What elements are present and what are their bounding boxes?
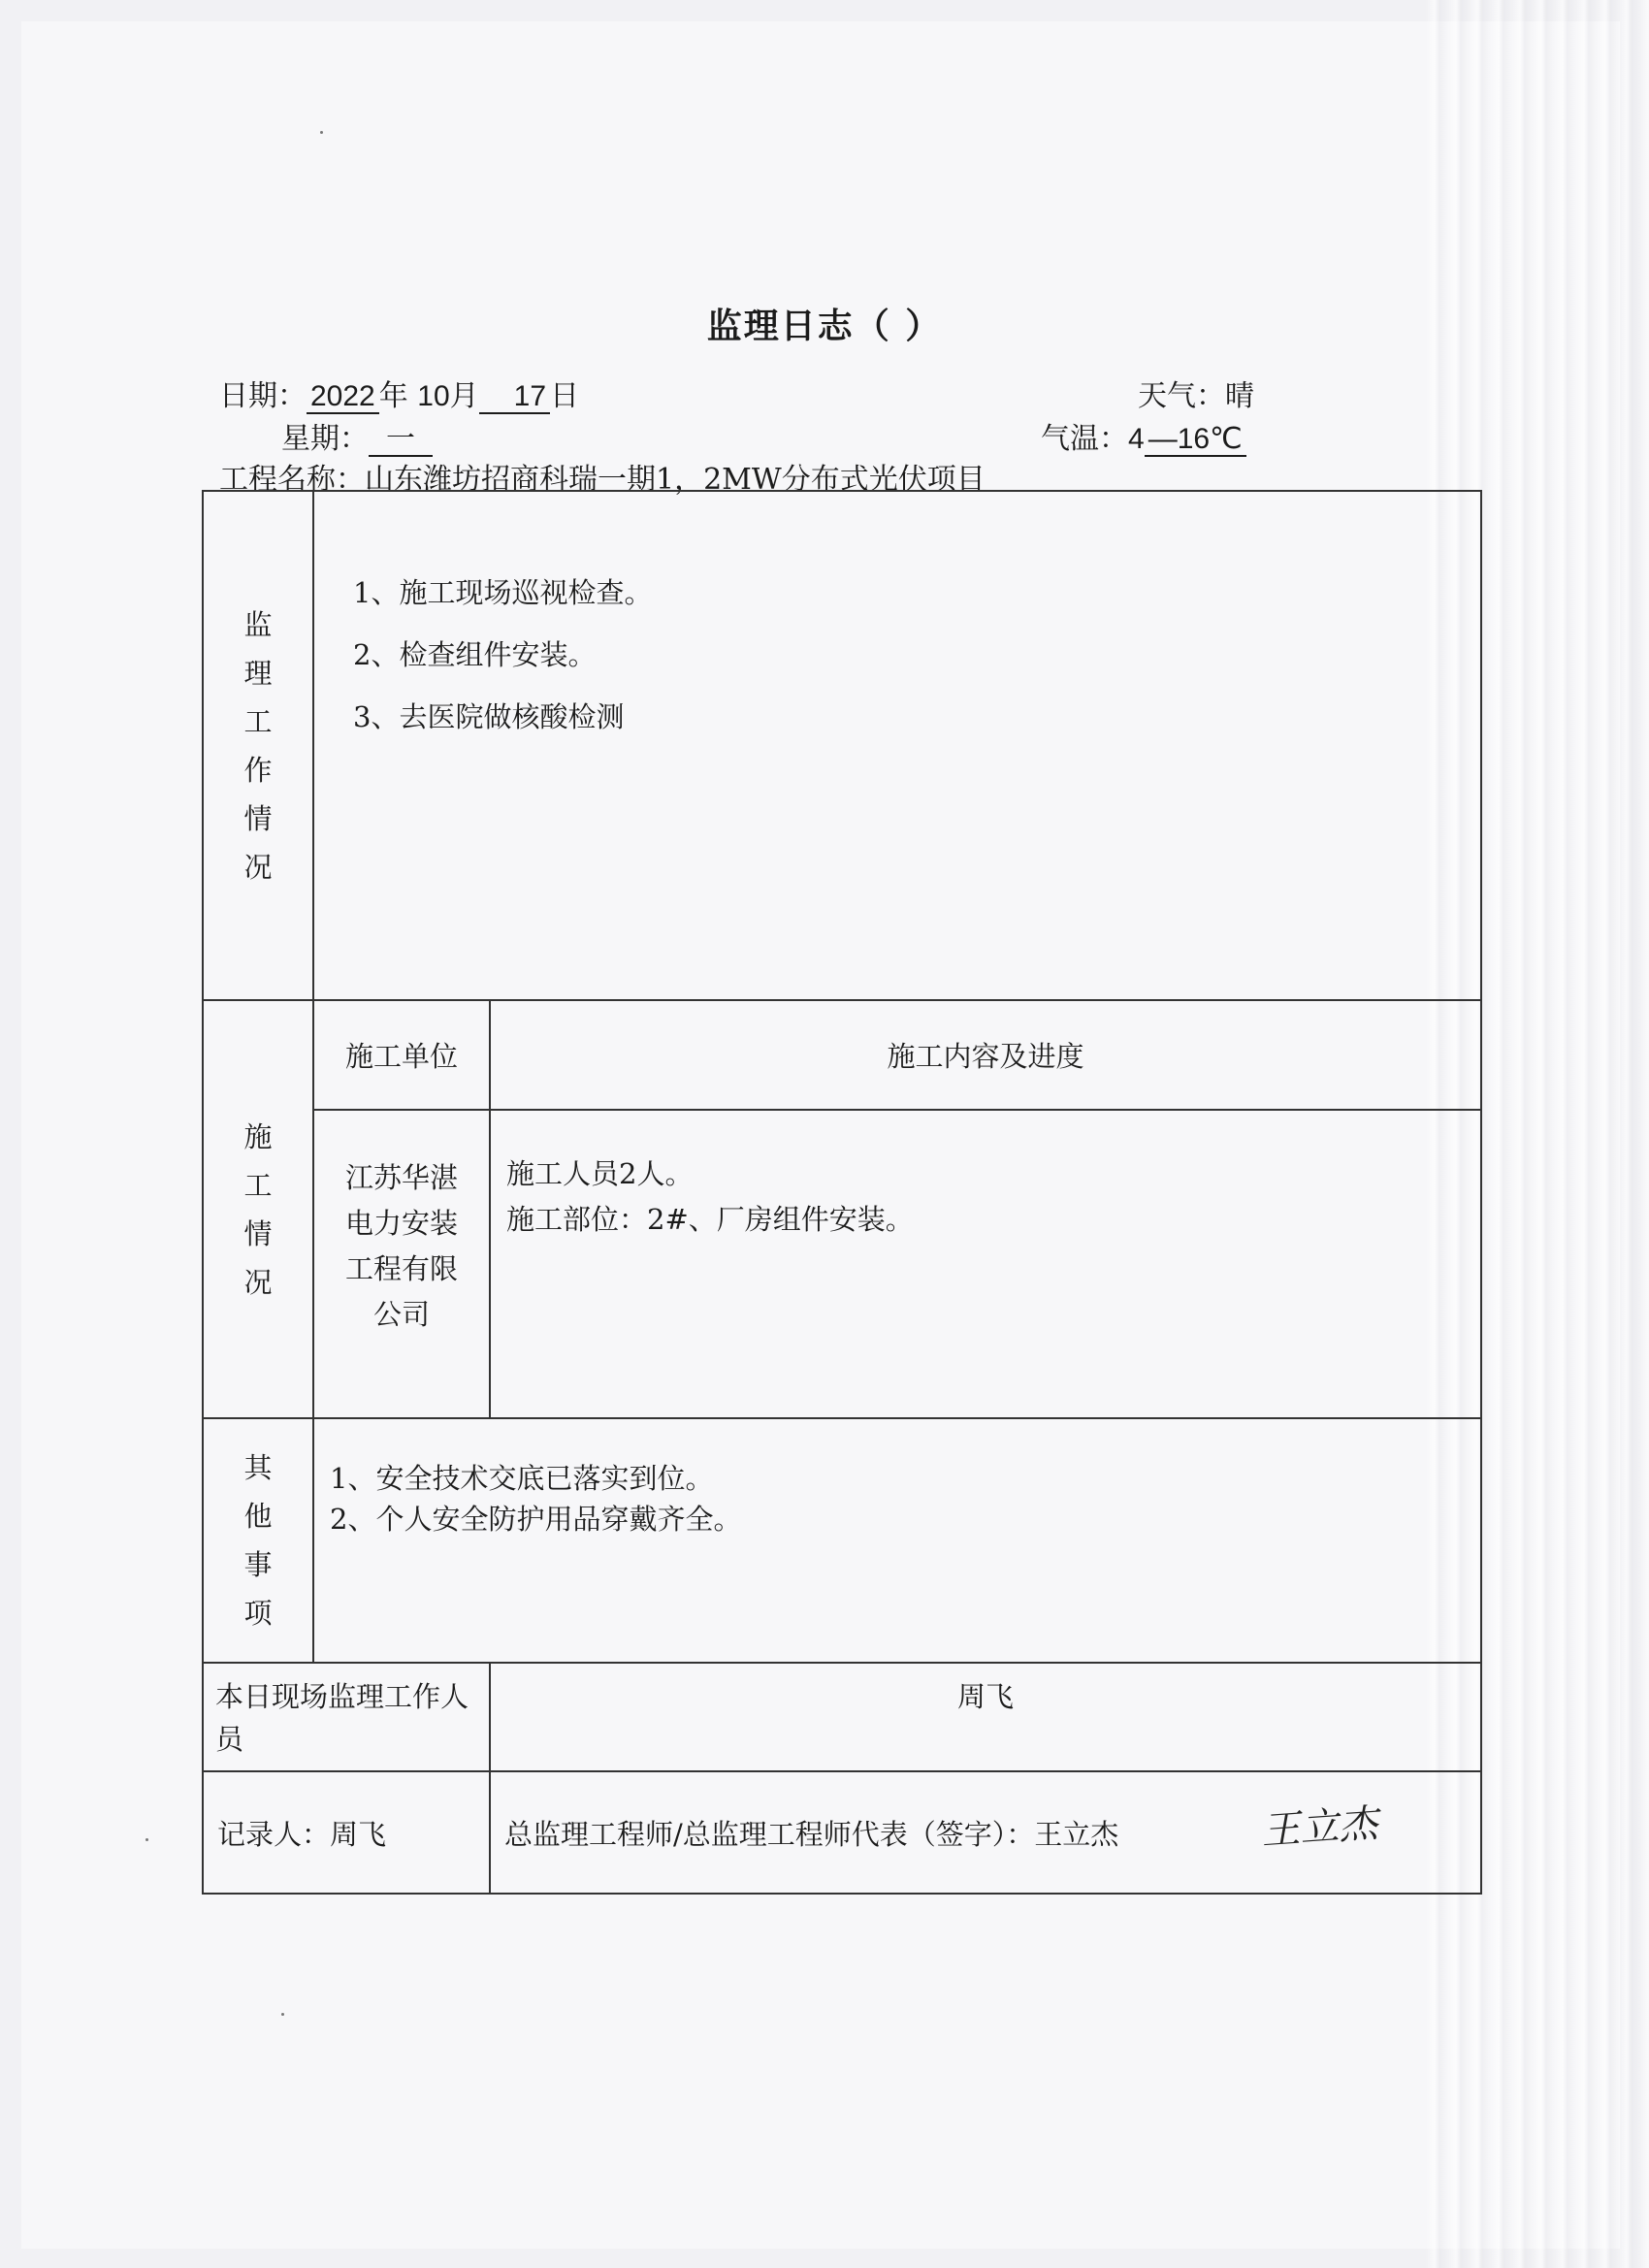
staff-label: 本日现场监理工作人员 [203,1663,490,1771]
temperature-low: 4 [1128,423,1145,455]
date-day: 17 [479,380,550,414]
log-table [202,490,1482,1895]
construction-data-row [203,1110,1481,1418]
month-unit: 月 [449,379,479,413]
label-char: 情 [243,1216,273,1250]
temperature-label: 气温： [1041,422,1128,456]
label-char: 情 [243,801,273,835]
supervision-item: 3、去医院做核酸检测 [353,700,625,733]
label-char: 事 [243,1548,273,1581]
supervision-content [313,491,1481,1000]
weather-value: 晴 [1225,379,1254,413]
temperature-high: —16℃ [1145,423,1246,457]
other-label [203,1418,313,1663]
document-title: 监理日志（ ） [706,307,943,346]
construction-label [203,1000,313,1418]
unit-line: 公司 [372,1298,430,1331]
weather-label: 天气： [1138,379,1225,413]
content-header: 施工内容及进度 [490,1000,1481,1110]
temperature-line [1041,414,1246,457]
supervision-label [203,491,313,1000]
label-char: 工 [243,704,273,738]
label-char: 况 [243,850,273,884]
unit-header: 施工单位 [313,1000,490,1110]
supervision-row [203,491,1481,1000]
label-char: 监 [243,607,273,641]
weekday-value: 一 [369,423,433,457]
label-char: 作 [243,753,273,787]
recorder-cell: 记录人：周飞 [203,1771,490,1894]
label-char: 项 [243,1597,273,1630]
project-label: 工程名称： [219,463,365,497]
staff-row [203,1663,1481,1771]
date-month: 10 [417,380,450,412]
scan-speck [146,1838,148,1841]
label-char: 理 [243,656,273,690]
supervision-item: 1、施工现场巡视检查。 [353,576,653,609]
date-label: 日期： [219,379,307,413]
other-item: 2、个人安全防护用品穿戴齐全。 [330,1503,742,1536]
chief-engineer-cell: 总监理工程师/总监理工程师代表（签字）：王立杰 [490,1771,1481,1894]
year-unit: 年 [378,379,408,413]
date-year: 2022 [307,380,379,414]
label-char: 工 [243,1168,273,1202]
construction-unit [313,1110,490,1418]
weekday-line [281,414,433,457]
label-char: 施 [243,1119,273,1153]
handwritten-signature: 王立杰 [1259,1800,1379,1855]
weather-line [1138,372,1254,414]
unit-line: 电力安装 [344,1207,458,1240]
label-char: 其 [243,1451,273,1484]
construction-header-row [203,1000,1481,1110]
other-content [313,1418,1481,1663]
other-row [203,1418,1481,1663]
supervision-item: 2、检查组件安装。 [353,638,597,671]
weekday-label: 星期： [281,422,369,456]
label-char: 他 [243,1500,273,1533]
content-line: 施工部位：2#、厂房组件安装。 [506,1203,914,1236]
day-unit: 日 [550,379,580,413]
construction-content [490,1110,1481,1418]
other-item: 1、安全技术交底已落实到位。 [330,1462,714,1495]
unit-line: 江苏华湛 [344,1161,458,1194]
scan-speck [281,2013,284,2016]
date-line [219,372,579,414]
staff-value: 周飞 [490,1663,1481,1771]
scan-speck [320,131,323,134]
unit-line: 工程有限 [344,1252,458,1285]
label-char: 况 [243,1265,273,1299]
project-name: 山东潍坊招商科瑞一期1，2MW分布式光伏项目 [365,463,986,497]
content-line: 施工人员2人。 [506,1157,694,1190]
